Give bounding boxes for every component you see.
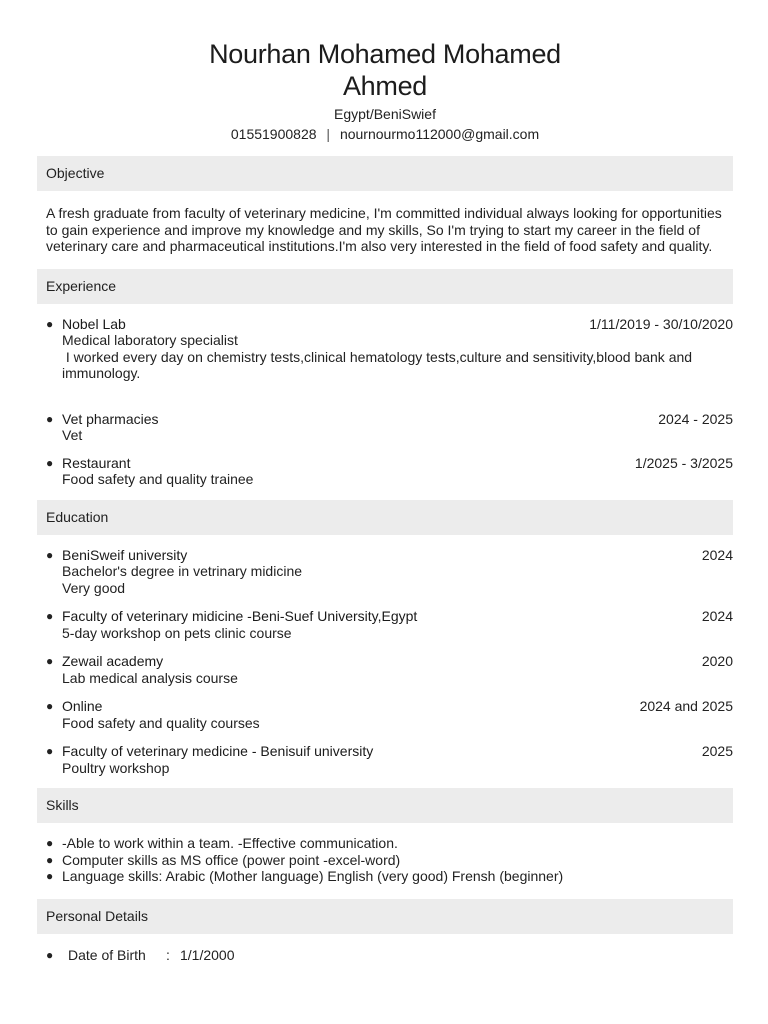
experience-date: 1/11/2019 - 30/10/2020 (589, 315, 733, 332)
experience-role: Food safety and quality trainee (62, 471, 254, 487)
experience-title: Restaurant (62, 454, 131, 471)
experience-description: I worked every day on chemistry tests,clinical hematology tests,culture and sensitivity,blood bank and immunology. (62, 348, 696, 381)
bullet-icon: ● (46, 455, 54, 470)
education-title: Zewail academy (62, 653, 164, 669)
section-header-objective: Objective (37, 156, 733, 191)
experience-role: Vet (62, 427, 83, 443)
experience-title: Nobel Lab (62, 315, 126, 332)
personal-detail-label: Date of Birth (68, 946, 146, 963)
education-title: Online (62, 698, 103, 714)
bullet-icon: ● (46, 316, 54, 331)
education-title: BeniSweif university (62, 546, 188, 563)
skill-item (37, 868, 733, 885)
education-date: 2024 (701, 546, 733, 563)
education-detail: Lab medical analysis course (62, 669, 238, 686)
education-detail: Food safety and quality courses (62, 714, 260, 731)
skill-item (37, 852, 733, 869)
education-title: Faculty of veterinary medicine - Benisuif university (62, 743, 374, 759)
experience-list (37, 316, 733, 488)
contact-separator: | (326, 126, 331, 142)
bullet-icon: ● (46, 411, 54, 426)
contact-line (37, 124, 733, 144)
skill-item (37, 835, 733, 852)
education-item (37, 743, 733, 776)
experience-role: Medical laboratory specialist (62, 332, 238, 348)
education-date: 2024 and 2025 (639, 698, 733, 714)
skill-text: Language skills: Arabic (Mother language) English (very good) Frensh (beginner) (62, 868, 564, 884)
bullet-icon: ● (46, 744, 54, 758)
section-header-personal-details: Personal Details (37, 899, 733, 934)
education-list (37, 547, 733, 777)
experience-item (37, 316, 733, 382)
bullet-icon: ● (46, 654, 54, 668)
education-item (37, 547, 733, 597)
experience-date: 2024 - 2025 (658, 410, 733, 427)
section-header-skills: Skills (37, 788, 733, 823)
education-item (37, 653, 733, 686)
education-date: 2020 (701, 653, 733, 669)
email-address: nournourmo112000@gmail.com (339, 126, 540, 142)
skills-list (37, 835, 733, 885)
education-item (37, 698, 733, 731)
objective-text: A fresh graduate from faculty of veterinary medicine, I'm committed individual always looking for opportunities to gain experience and improve my knowledge and my skills, So I'm trying to start my career in the field of veterinary care and pharmaceutical institutions.I'm also very interested in the field of food safety and quality. (46, 205, 722, 254)
education-item (37, 608, 733, 641)
location: Egypt/BeniSwief (334, 106, 436, 122)
personal-detail-row (37, 946, 733, 964)
bullet-icon: ● (46, 869, 54, 883)
education-detail: 5-day workshop on pets clinic course (62, 624, 292, 641)
bullet-icon: ● (46, 609, 54, 623)
personal-detail-colon: : (166, 946, 170, 963)
experience-title: Vet pharmacies (62, 410, 159, 427)
education-detail: Poultry workshop (62, 759, 170, 776)
education-detail: Bachelor's degree in vetrinary midicine (62, 563, 303, 579)
bullet-icon: ● (46, 947, 54, 962)
bullet-icon: ● (46, 852, 54, 867)
experience-item (37, 411, 733, 444)
education-date: 2024 (701, 608, 733, 624)
candidate-name: Nourhan Mohamed Mohamed Ahmed (209, 39, 561, 101)
section-header-education: Education (37, 500, 733, 535)
education-grade: Very good (62, 579, 126, 596)
education-title: Faculty of veterinary midicine -Beni-Suef University,Egypt (62, 608, 418, 624)
experience-item (37, 455, 733, 488)
bullet-icon: ● (46, 547, 54, 562)
bullet-icon: ● (46, 836, 54, 850)
resume-page (37, 0, 733, 964)
phone-number: 01551900828 (230, 126, 317, 142)
bullet-icon: ● (46, 699, 54, 713)
section-header-experience: Experience (37, 269, 733, 304)
experience-date: 1/2025 - 3/2025 (634, 454, 733, 471)
skill-text: -Able to work within a team. -Effective communication. (62, 835, 398, 851)
skill-text: Computer skills as MS office (power point -excel-word) (62, 851, 401, 868)
education-date: 2025 (701, 743, 733, 759)
personal-detail-value: 1/1/2000 (180, 946, 235, 963)
